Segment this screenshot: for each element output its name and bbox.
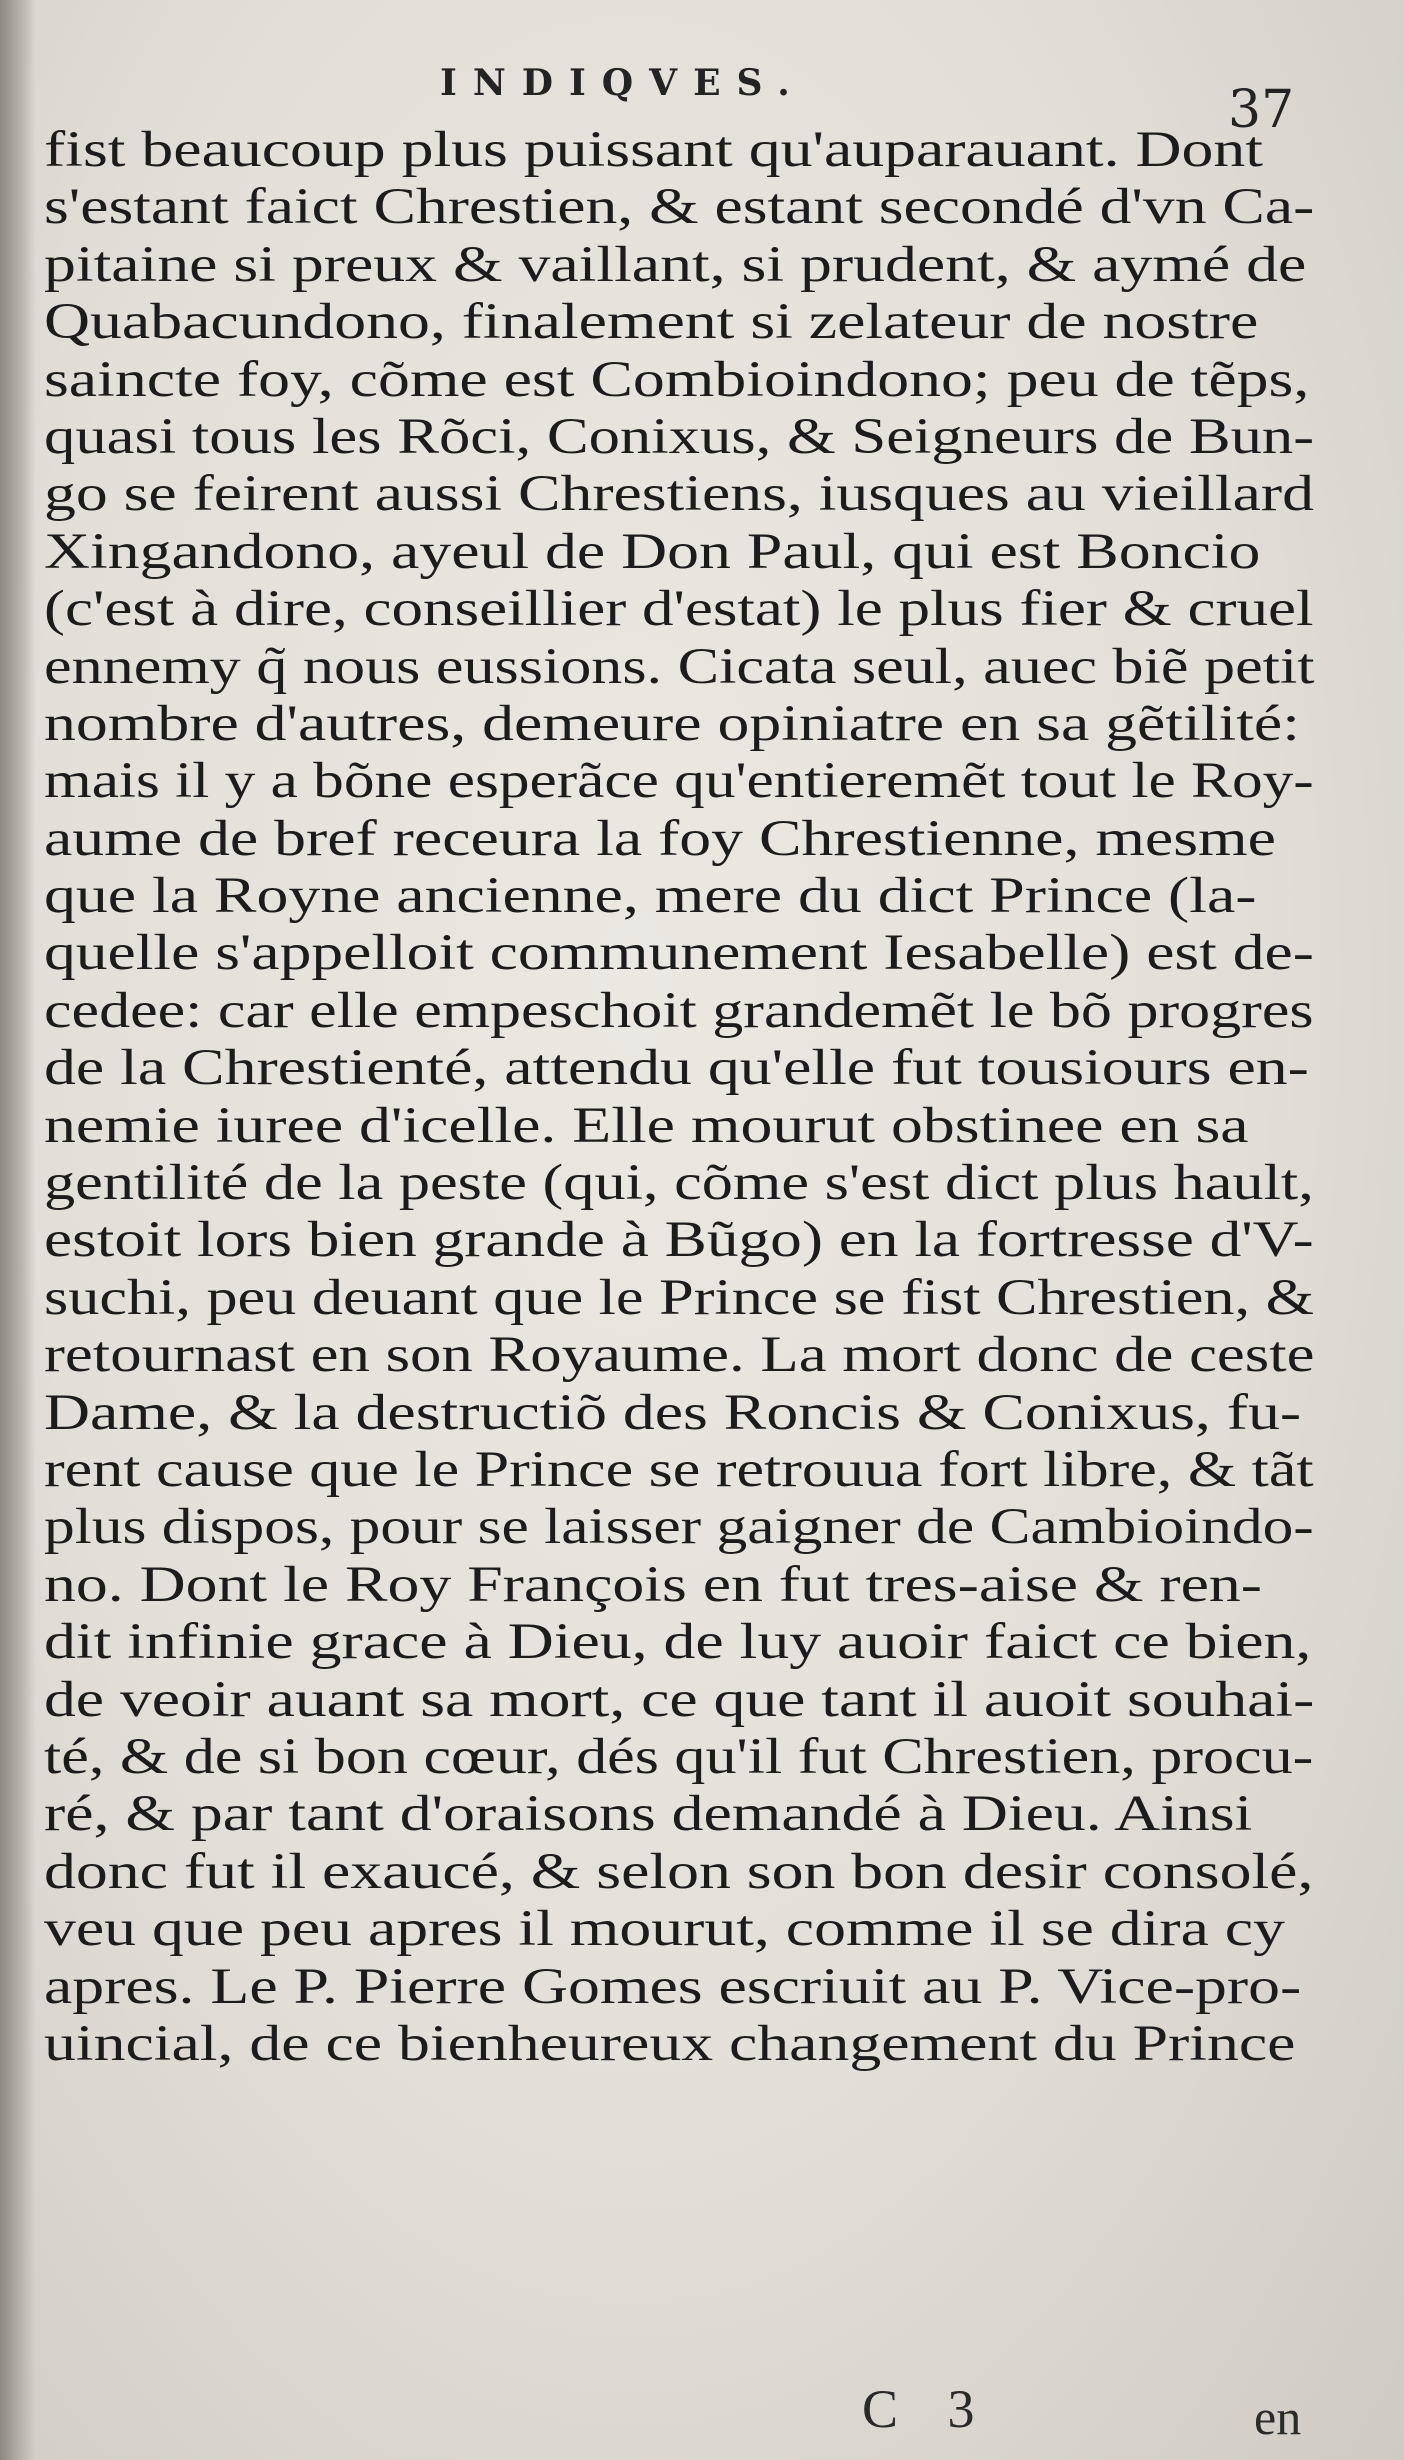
text-line: ré, & par tant d'oraisons demandé à Dieu. Ainsi [44,1786,1253,1843]
text-line: no. Dont le Roy François en fut tres-aise & ren- [44,1556,1263,1613]
text-line: uincial, de ce bienheureux changement du Prince [44,2015,1296,2072]
text-line: mais il y a bõne esperãce qu'entieremẽt tout le Roy- [44,753,1314,810]
text-line: gentilité de la peste (qui, cõme s'est dict plus hault, [44,1155,1314,1212]
text-line: rent cause que le Prince se retrouua fort libre, & tãt [44,1441,1314,1498]
page-number: 37 [1228,80,1295,140]
text-line: pitaine si preux & vaillant, si prudent, & aymé de [44,236,1307,293]
text-line: (c'est à dire, conseillier d'estat) le plus fier & cruel [44,581,1314,638]
text-line: que la Royne ancienne, mere du dict Prince (la- [44,868,1257,925]
text-line: Quabacundono, finalement si zelateur de nostre [44,294,1259,351]
text-line: Xingandono, ayeul de Don Paul, qui est Boncio [44,523,1261,580]
text-line: nombre d'autres, demeure opiniatre en sa gẽtilité: [44,695,1300,752]
text-line: suchi, peu deuant que le Prince se fist Chrestien, & [44,1269,1315,1326]
text-line: apres. Le P. Pierre Gomes escriuit au P. Vice-pro- [44,1958,1302,2015]
text-line: retournast en son Royaume. La mort donc de ceste [44,1327,1315,1384]
text-line: quelle s'appelloit communement Iesabelle) est de- [44,925,1314,982]
text-line: quasi tous les Rõci, Conixus, & Seigneurs de Bun- [44,408,1315,465]
text-line: de veoir auant sa mort, ce que tant il auoit souhai- [44,1671,1315,1728]
text-line: té, & de si bon cœur, dés qu'il fut Chrestien, procu- [44,1728,1314,1785]
text-line: s'estant faict Chrestien, & estant secondé d'vn Ca- [44,179,1315,236]
body-text [44,122,1314,2073]
text-line: fist beaucoup plus puissant qu'auparauant. Dont [44,122,1263,178]
signature-mark: C 3 [862,2379,993,2439]
text-line: cedee: car elle empeschoit grandemẽt le bõ progres [44,982,1314,1039]
text-line: donc fut il exaucé, & selon son bon desir consolé, [44,1843,1314,1900]
text-line: aume de bref receura la foy Chrestienne, mesme [44,810,1276,867]
catchword: en [1254,2389,1302,2445]
text-line: de la Chrestienté, attendu qu'elle fut tousiours en- [44,1040,1309,1097]
text-line: nemie iuree d'icelle. Elle mourut obstinee en sa [44,1097,1249,1154]
text-line: dit infinie grace à Dieu, de luy auoir faict ce bien, [44,1614,1312,1671]
text-line: Dame, & la destructiõ des Roncis & Conixus, fu- [44,1384,1302,1441]
text-line: ennemy q̃ nous eussions. Cicata seul, auec biẽ petit [44,638,1315,695]
text-line: estoit lors bien grande à Bũgo) en la fortresse d'V- [44,1212,1314,1269]
text-line: saincte foy, cõme est Combioindono; peu de tẽps, [44,351,1310,408]
text-line: go se feirent aussi Chrestiens, iusques au vieillard [44,466,1314,523]
page-gutter-shadow [0,0,36,2460]
text-line: veu que peu apres il mourut, comme il se dira cy [44,1901,1285,1958]
text-line: plus dispos, pour se laisser gaigner de Cambioindo- [44,1499,1314,1556]
running-head: INDIQVES. [440,62,806,104]
